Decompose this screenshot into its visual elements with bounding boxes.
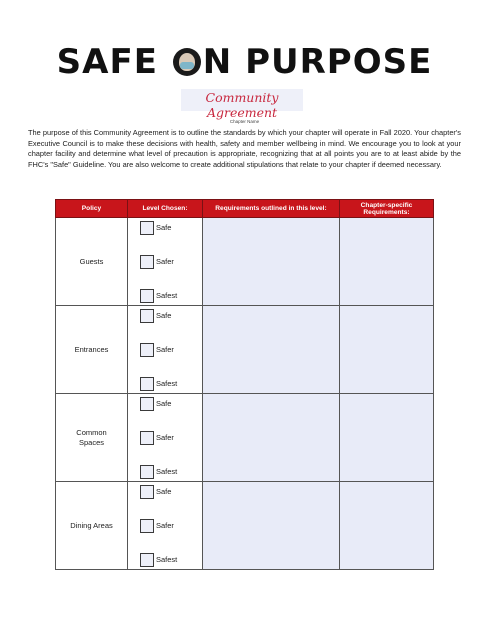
document-subtitle: Community Agreement — [205, 90, 279, 120]
requirements-field[interactable] — [203, 306, 340, 394]
chapter-requirements-field[interactable] — [340, 306, 434, 394]
policy-common-spaces: Common Spaces — [56, 394, 128, 482]
header-level-chosen: Level Chosen: — [128, 200, 203, 218]
chapter-requirements-field[interactable] — [340, 218, 434, 306]
checkbox[interactable] — [140, 221, 154, 235]
checkbox[interactable] — [140, 431, 154, 445]
checkbox[interactable] — [140, 397, 154, 411]
table-row — [56, 394, 434, 482]
table-row — [56, 482, 434, 570]
level-choice-cell: Safe Safer Safest — [128, 394, 203, 482]
intro-paragraph: The purpose of this Community Agreement is to outline the standards by which your chapter will operate in Fall 2020. Your chapter's Executive Council is to make these decisions with health, safety and member wellbeing in mind. We encourage you to look at your chapter facility and determine what level of precaution is appropriate, recognizing that at all points you are to at least abide by the FHC's "Safe" Guideline. You are also welcome to create additional stipulations that relate to your chapter if deemed necessary. — [28, 128, 461, 169]
checkbox[interactable] — [140, 465, 154, 479]
checkbox[interactable] — [140, 343, 154, 357]
title-left: SAFE — [56, 41, 158, 82]
table-row — [56, 306, 434, 394]
policy-entrances: Entrances — [56, 306, 128, 394]
requirements-field[interactable] — [203, 394, 340, 482]
page-title — [0, 40, 489, 82]
checkbox[interactable] — [140, 553, 154, 567]
header-chapter-specific: Chapter-specific Requirements: — [340, 200, 434, 218]
table-row — [56, 218, 434, 306]
table-header-row — [56, 200, 434, 218]
chapter-name-label: Chapter Name — [229, 119, 260, 124]
masked-face-logo-icon — [173, 48, 201, 76]
requirements-field[interactable] — [203, 218, 340, 306]
header-policy: Policy — [56, 200, 128, 218]
policy-dining-areas: Dining Areas — [56, 482, 128, 570]
title-right: N PURPOSE — [202, 41, 433, 82]
chapter-requirements-field[interactable] — [340, 394, 434, 482]
chapter-requirements-field[interactable] — [340, 482, 434, 570]
checkbox[interactable] — [140, 289, 154, 303]
level-choice-cell: Safe Safer Safest — [128, 218, 203, 306]
checkbox[interactable] — [140, 377, 154, 391]
checkbox[interactable] — [140, 519, 154, 533]
requirements-field[interactable] — [203, 482, 340, 570]
level-choice-cell: Safe Safer Safest — [128, 306, 203, 394]
checkbox[interactable] — [140, 485, 154, 499]
level-choice-cell: Safe Safer Safest — [128, 482, 203, 570]
agreement-table — [55, 199, 434, 570]
checkbox[interactable] — [140, 309, 154, 323]
header-requirements-outlined: Requirements outlined in this level: — [203, 200, 340, 218]
policy-guests: Guests — [56, 218, 128, 306]
checkbox[interactable] — [140, 255, 154, 269]
